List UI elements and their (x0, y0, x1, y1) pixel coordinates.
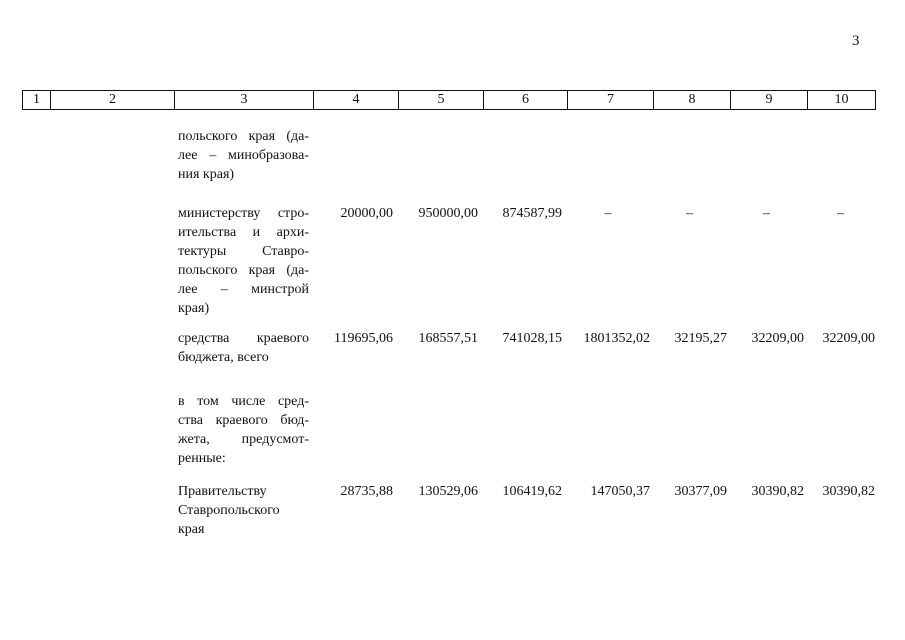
description-line: в том числе сред- (178, 394, 309, 409)
value-cell: 950000,00 (418, 206, 478, 221)
value-cell: 119695,06 (334, 331, 393, 346)
value-cell: – (837, 206, 844, 221)
value-cell: 168557,51 (418, 331, 478, 346)
description-line: ния края) (178, 167, 235, 182)
description-line: ительства и архи- (178, 225, 309, 240)
description-line: лее – минобразова- (178, 148, 309, 163)
row-description (178, 127, 309, 184)
value-cell: – (763, 206, 770, 221)
description-line: лее – минстрой (178, 282, 309, 297)
header-cell: 7 (568, 91, 654, 110)
row-description (178, 392, 309, 468)
description-line: Правительству (178, 484, 267, 499)
header-cell: 2 (51, 91, 175, 110)
description-line: жета, предусмот- (178, 432, 309, 447)
description-line: Ставропольского (178, 503, 280, 518)
description-line: тектуры Ставро- (178, 244, 309, 259)
header-cell: 1 (23, 91, 51, 110)
description-line: польского края (да- (178, 129, 309, 144)
value-cell: 28735,88 (340, 484, 393, 499)
header-cell: 3 (175, 91, 314, 110)
header-cell: 10 (808, 91, 876, 110)
header-row (23, 91, 876, 110)
value-cell: 874587,99 (502, 206, 562, 221)
header-cell: 9 (731, 91, 808, 110)
description-line: ства краевого бюд- (178, 413, 309, 428)
description-line: министерству стро- (178, 206, 309, 221)
description-line: края (178, 522, 205, 537)
description-line: ренные: (178, 451, 226, 466)
header-cell: 5 (399, 91, 484, 110)
header-cell: 6 (484, 91, 568, 110)
page-number: 3 (852, 33, 860, 49)
value-cell: 30390,82 (822, 484, 875, 499)
value-cell: 32195,27 (674, 331, 727, 346)
description-line: бюджета, всего (178, 350, 269, 365)
value-cell: 741028,15 (502, 331, 562, 346)
value-cell: – (604, 206, 612, 221)
description-line: польского края (да- (178, 263, 309, 278)
value-cell: 130529,06 (418, 484, 478, 499)
row-description (178, 482, 309, 539)
description-line: края) (178, 301, 210, 316)
value-cell: 30390,82 (751, 484, 804, 499)
row-description (178, 329, 309, 367)
value-cell: 1801352,02 (583, 331, 650, 346)
row-description (178, 204, 309, 318)
value-cell: 20000,00 (340, 206, 393, 221)
value-cell: 106419,62 (502, 484, 562, 499)
value-cell: 32209,00 (751, 331, 804, 346)
column-number-header (22, 90, 876, 110)
value-cell: – (686, 206, 693, 221)
value-cell: 147050,37 (590, 484, 650, 499)
value-cell: 30377,09 (674, 484, 727, 499)
value-cell: 32209,00 (822, 331, 875, 346)
header-cell: 8 (654, 91, 731, 110)
header-cell: 4 (314, 91, 399, 110)
description-line: средства краевого (178, 331, 309, 346)
